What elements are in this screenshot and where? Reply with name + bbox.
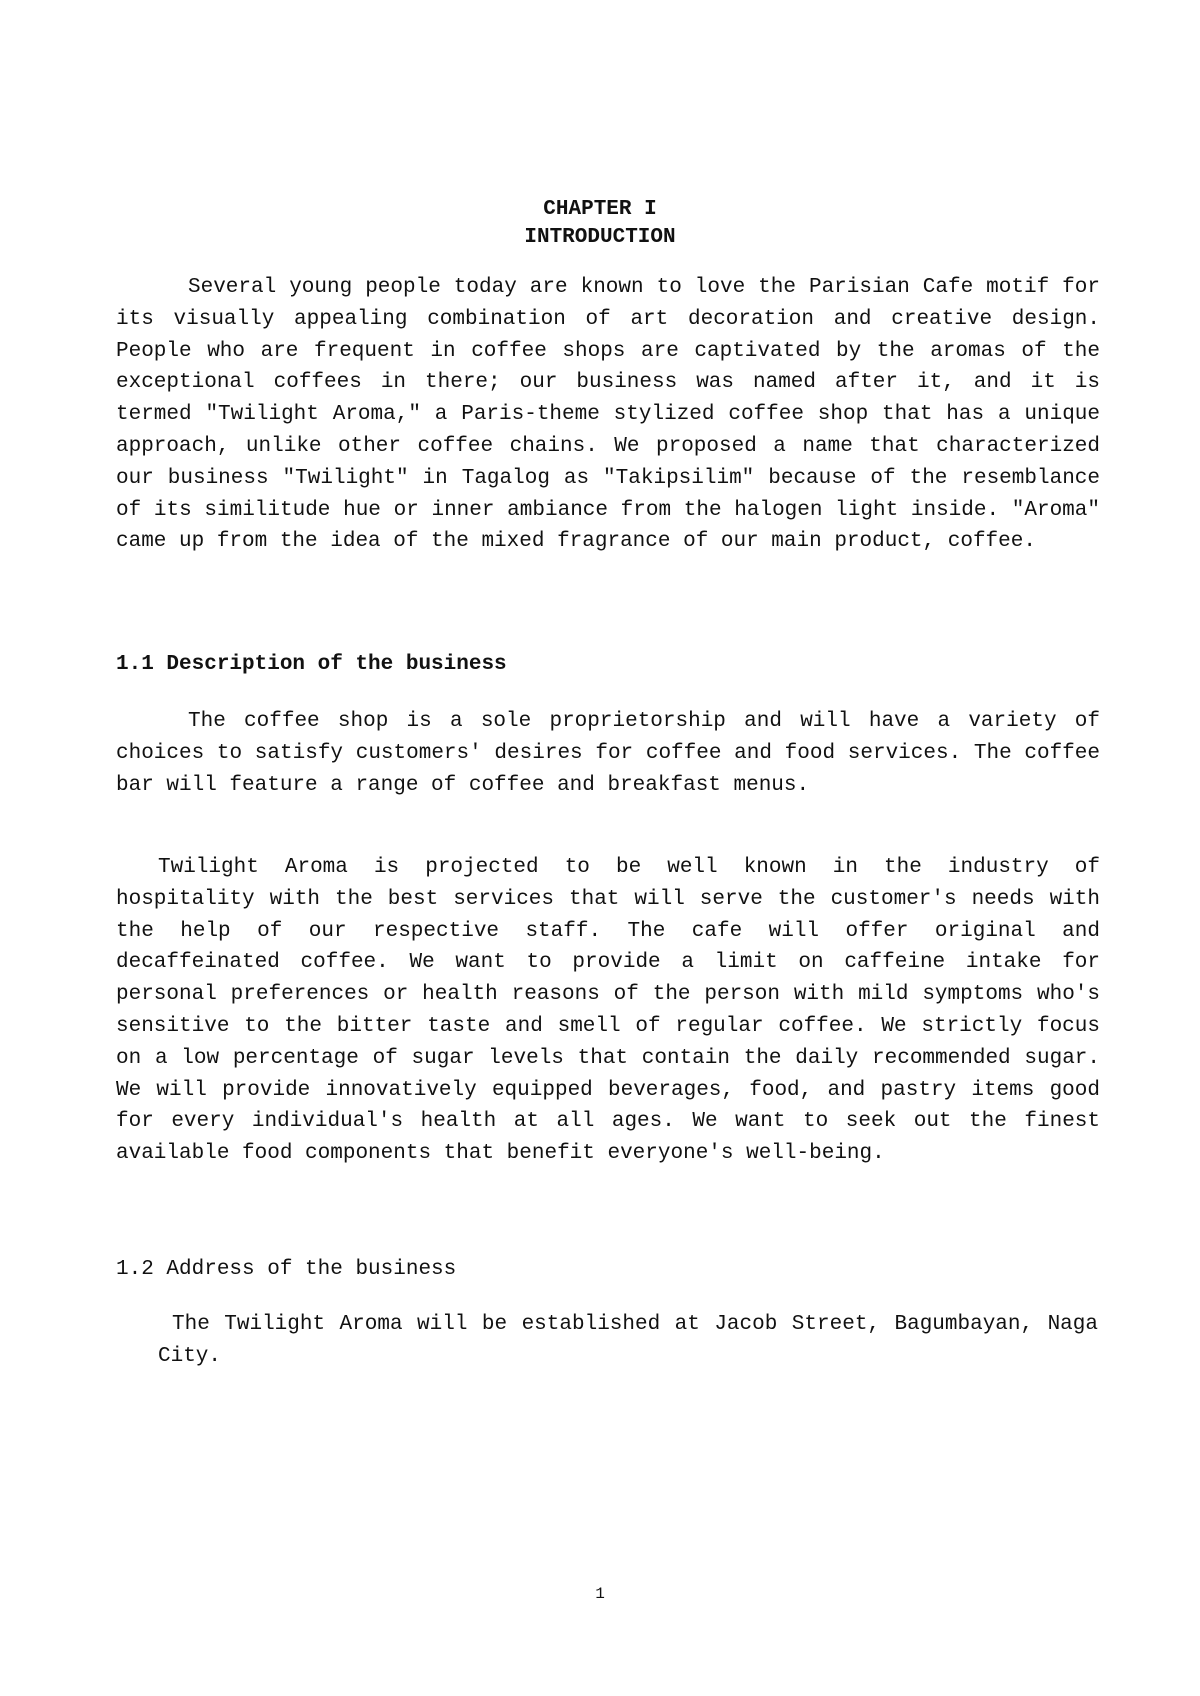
intro-paragraph: [116, 272, 1100, 558]
section-1-1-heading: 1.1 Description of the business: [116, 653, 507, 676]
chapter-title: INTRODUCTION: [524, 226, 676, 249]
section-1-2-paragraph-text: The Twilight Aroma will be established at Jacob Street, Bagumbayan, Naga City.: [158, 1313, 1098, 1368]
section-1-1-paragraph-2-text: Twilight Aroma is projected to be well known in the industry of hospitality with the best services that will serve the customer's needs with the help of our respective staff. The cafe will offer original and decaffeinated coffee. We want to provide a limit on caffeine intake for personal preferences or health reasons of the person with mild symptoms who's sensitive to the bitter taste and smell of regular coffee. We strictly focus on a low percentage of sugar levels that contain the daily recommended sugar. We will provide innovatively equipped beverages, food, and pastry items good for every individual's health at all ages. We want to seek out the finest available food components that benefit everyone's well-being.: [116, 856, 1100, 1166]
section-1-1-paragraph-1-text: The coffee shop is a sole proprietorship and will have a variety of choices to satisfy customers' desires for coffee and food services. The coffee bar will feature a range of coffee and breakfast menus.: [116, 710, 1100, 797]
page-number: 1: [595, 1585, 605, 1603]
chapter-number: CHAPTER I: [543, 198, 657, 221]
section-1-1-paragraph-1: [116, 706, 1100, 801]
section-1-2-paragraph: [158, 1309, 1098, 1373]
section-1-2-heading: 1.2 Address of the business: [116, 1258, 457, 1281]
section-1-1-paragraph-2: [116, 852, 1100, 1170]
intro-paragraph-text: Several young people today are known to love the Parisian Cafe motif for its visually appealing combination of art decoration and creative design. People who are frequent in coffee shops are captivated by the aromas of the exceptional coffees in there; our business was named after it, and it is termed "Twilight Aroma," a Paris-theme stylized coffee shop that has a unique approach, unlike other coffee chains. We proposed a name that characterized our business "Twilight" in Tagalog as "Takipsilim" because of the resemblance of its similitude hue or inner ambiance from the halogen light inside. "Aroma" came up from the idea of the mixed fragrance of our main product, coffee.: [116, 276, 1100, 554]
chapter-header: [0, 196, 1200, 252]
